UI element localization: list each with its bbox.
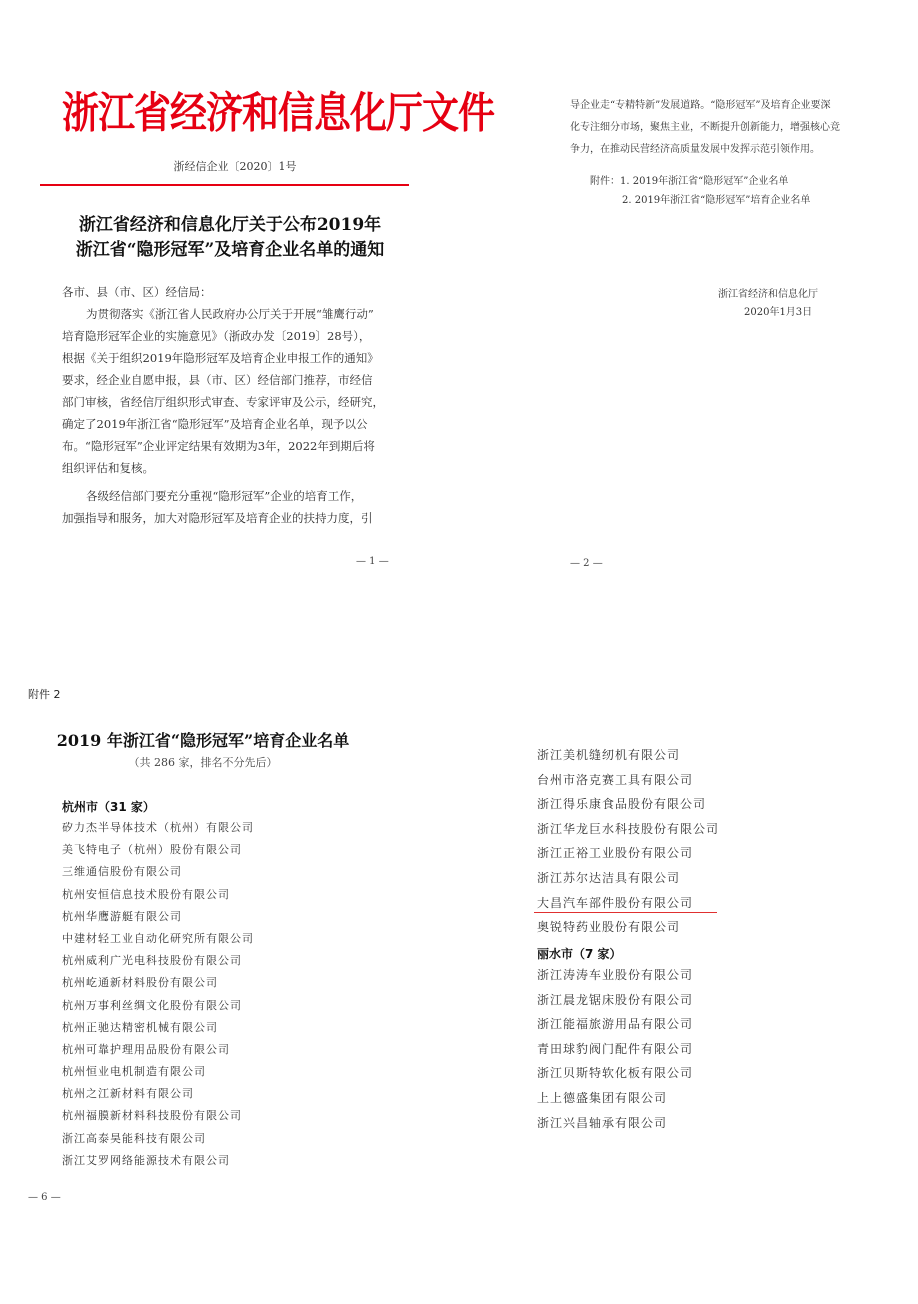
continuation-line: 争力，在推动民营经济高质量发展中发挥示范引领作用。 — [570, 144, 820, 155]
para1-line: 确定了2019年浙江省“隐形冠军”及培育企业名单，现予以公 — [62, 417, 368, 431]
masthead-title: 浙江省经济和信息化厅文件 — [62, 88, 494, 138]
list-item: 杭州之江新材料有限公司 — [62, 1087, 194, 1101]
attachment-label: 附件 2 — [28, 688, 61, 701]
list-item: 杭州华鹰游艇有限公司 — [62, 909, 182, 923]
para1-line: 培育隐形冠军企业的实施意见》（浙政办发〔2019〕28号）， — [62, 329, 371, 343]
list-subtitle: （共 286 家，排名不分先后） — [128, 756, 278, 769]
masthead-red-rule — [40, 184, 409, 186]
list-item: 浙江美机缝纫机有限公司 — [537, 748, 681, 762]
list-item: 上上德盛集团有限公司 — [537, 1090, 668, 1105]
para2-line: 加强指导和服务，加大对隐形冠军及培育企业的扶持力度，引 — [62, 511, 373, 525]
list-item: 台州市洛克赛工具有限公司 — [537, 772, 694, 787]
list-item: 浙江苏尔达洁具有限公司 — [537, 870, 681, 885]
para1-line: 为贯彻落实《浙江省人民政府办公厅关于开展“雏鹰行动” — [86, 307, 374, 321]
right-company-list — [537, 743, 767, 940]
salutation: 各市、县（市、区）经信局： — [62, 285, 212, 299]
list-item: 矽力杰半导体技术（杭州）有限公司 — [62, 821, 254, 834]
list-item: 杭州屹通新材料股份有限公司 — [62, 976, 218, 990]
continuation-text — [570, 95, 870, 161]
list-item: 杭州安恒信息技术股份有限公司 — [62, 887, 230, 901]
document-number: 浙经信企业〔2020〕1号 — [173, 160, 297, 173]
para1-line: 部门审核，省经信厅组织形式审查、专家评审及公示，经研究， — [62, 395, 384, 409]
list-item: 杭州可靠护理用品股份有限公司 — [62, 1042, 230, 1056]
para1-line: 根据《关于组织2019年隐形冠军及培育企业申报工作的通知》 — [62, 351, 379, 365]
list-item: 杭州威利广光电科技股份有限公司 — [62, 954, 242, 968]
continuation-line: 化专注细分市场，聚焦主业，不断提升创新能力，增强核心竞 — [570, 122, 840, 133]
issuer-name: 浙江省经济和信息化厅 — [718, 289, 818, 300]
list-item: 杭州福膜新材料科技股份有限公司 — [62, 1109, 242, 1123]
list-item: 浙江贝斯特软化板有限公司 — [537, 1066, 694, 1081]
hangzhou-company-list — [62, 817, 362, 1172]
para2-line: 各级经信部门要充分重视“隐形冠军”企业的培育工作， — [86, 489, 363, 503]
list-item: 浙江正裕工业股份有限公司 — [537, 846, 694, 861]
list-item: 奥锐特药业股份有限公司 — [537, 920, 681, 935]
highlight-underline — [534, 912, 717, 913]
list-item: 美飞特电子（杭州）股份有限公司 — [62, 843, 242, 857]
city-heading-lishui: 丽水市（7 家） — [537, 947, 622, 961]
page-number-1: — 1 — — [356, 556, 389, 567]
list-item: 杭州恒业电机制造有限公司 — [62, 1065, 206, 1079]
attachment-1: 附件：1. 2019年浙江省“隐形冠军”企业名单 — [590, 176, 789, 187]
list-item: 浙江华龙巨水科技股份有限公司 — [537, 821, 720, 836]
continuation-line: 导企业走“专精特新”发展道路。“隐形冠军”及培育企业要深 — [570, 100, 831, 111]
list-item: 浙江兴昌轴承有限公司 — [537, 1115, 668, 1130]
city-heading-hangzhou: 杭州市（31 家） — [62, 800, 155, 814]
lishui-company-list — [537, 963, 767, 1135]
list-item: 青田球豹阀门配件有限公司 — [537, 1041, 694, 1056]
list-item: 浙江得乐康食品股份有限公司 — [537, 797, 707, 812]
list-item: 杭州正驰达精密机械有限公司 — [62, 1020, 218, 1034]
list-item: 浙江艾罗网络能源技术有限公司 — [62, 1153, 230, 1167]
list-item: 杭州万事利丝绸文化股份有限公司 — [62, 998, 242, 1012]
page-number-2: — 2 — — [570, 558, 603, 569]
list-item: 中建材轻工业自动化研究所有限公司 — [62, 931, 254, 945]
issue-date: 2020年1月3日 — [744, 307, 813, 318]
notice-title-line-2: 浙江省“隐形冠军”及培育企业名单的通知 — [75, 240, 385, 260]
notice-body — [62, 281, 412, 529]
para1-line: 布。“隐形冠军”企业评定结果有效期为3年，2022年到期后将 — [62, 439, 375, 453]
list-item: 大昌汽车部件股份有限公司 — [537, 895, 694, 910]
page-number-6: — 6 — — [28, 1192, 61, 1203]
list-item: 浙江晨龙锯床股份有限公司 — [537, 992, 694, 1007]
list-title: 2019 年浙江省“隐形冠军”培育企业名单 — [56, 731, 350, 750]
para1-line: 要求，经企业自愿申报，县（市、区）经信部门推荐，市经信 — [62, 373, 373, 387]
list-item: 浙江涛涛车业股份有限公司 — [537, 968, 694, 982]
list-item: 三维通信股份有限公司 — [62, 865, 182, 879]
notice-title — [40, 213, 420, 263]
notice-title-line-1: 浙江省经济和信息化厅关于公布2019年 — [78, 215, 382, 235]
attachment-2: 2. 2019年浙江省“隐形冠军”培育企业名单 — [622, 195, 811, 206]
list-item: 浙江高泰昊能科技有限公司 — [62, 1131, 206, 1145]
list-item: 浙江能福旅游用品有限公司 — [537, 1017, 694, 1032]
para1-line: 组织评估和复核。 — [62, 461, 154, 475]
